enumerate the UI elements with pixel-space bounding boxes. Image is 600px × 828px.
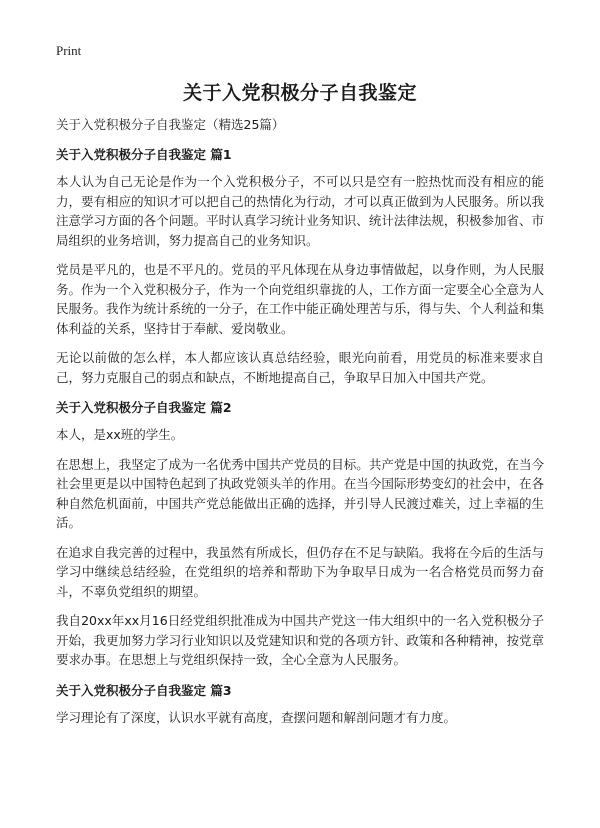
section-heading: 关于入党积极分子自我鉴定 篇3 (56, 682, 232, 698)
section-heading: 关于入党积极分子自我鉴定 篇1 (56, 147, 232, 162)
print-link[interactable]: Print (56, 43, 82, 58)
paragraph: 党员是平凡的，也是不平凡的。党员的平凡体现在从身边事情做起，以身作则，为人民服务。作为一个入党积极分子，作为一个向党组织靠拢的人，工作方面一定要全心全意为人民服务。我作为统计系统的一分子，在工作中能正确处理苦与乐，得与失、个人利益和集体利益的关系，坚持甘于奉献、爱岗敬业。 (56, 262, 544, 336)
section-heading: 关于入党积极分子自我鉴定 篇2 (56, 400, 232, 415)
paragraph: 在思想上，我坚定了成为一名优秀中国共产党员的目标。共产党是中国的执政党，在当今社会里更是以中国特色起到了执政党领头羊的作用。在当今国际形势变幻的社会中，在各种自然危机面前，中国共产党总能做出正确的选择，并引导人民渡过难关，过上幸福的生活。 (56, 456, 544, 530)
section-3 (56, 682, 544, 728)
document-subtitle: 关于入党积极分子自我鉴定（精选25篇） (56, 117, 285, 132)
section-2 (56, 399, 544, 670)
section-1 (56, 146, 544, 387)
paragraph: 学习理论有了深度，认识水平就有高度，查摆问题和解剖问题才有力度。 (56, 709, 457, 725)
paragraph: 无论以前做的怎么样，本人都应该认真总结经验，眼光向前看，用党员的标准来要求自己，努力克服自己的弱点和缺点，不断地提高自己，争取早日加入中国共产党。 (56, 350, 544, 385)
paragraph: 在追求自我完善的过程中，我虽然有所成长，但仍存在不足与缺陷。我将在今后的生活与学习中继续总结经验，在党组织的培养和帮助下为争取早日成为一名合格党员而努力奋斗，不辜负党组织的期望。 (56, 544, 544, 599)
paragraph: 本人，是xx班的学生。 (56, 427, 184, 442)
document-title: 关于入党积极分子自我鉴定 (182, 82, 417, 104)
paragraph: 本人认为自己无论是作为一个入党积极分子，不可以只是空有一腔热忱而没有相应的能力，要有相应的知识才可以把自己的热情化为行动，才可以真正做到为人民服务。所以我注意学习方面的各个问题。平时认真学习统计业务知识、统计法律法规，积极参加省、市局组织的业务培训，努力提高自己的业务知识。 (56, 174, 544, 248)
paragraph: 我自20xx年xx月16日经党组织批准成为中国共产党这一伟大组织中的一名入党积极分子开始，我更加努力学习行业知识以及党建知识和党的各项方针、政策和各种精神，按党章要求办事。在思想上与党组织保持一致，全心全意为人民服务。 (56, 613, 544, 667)
